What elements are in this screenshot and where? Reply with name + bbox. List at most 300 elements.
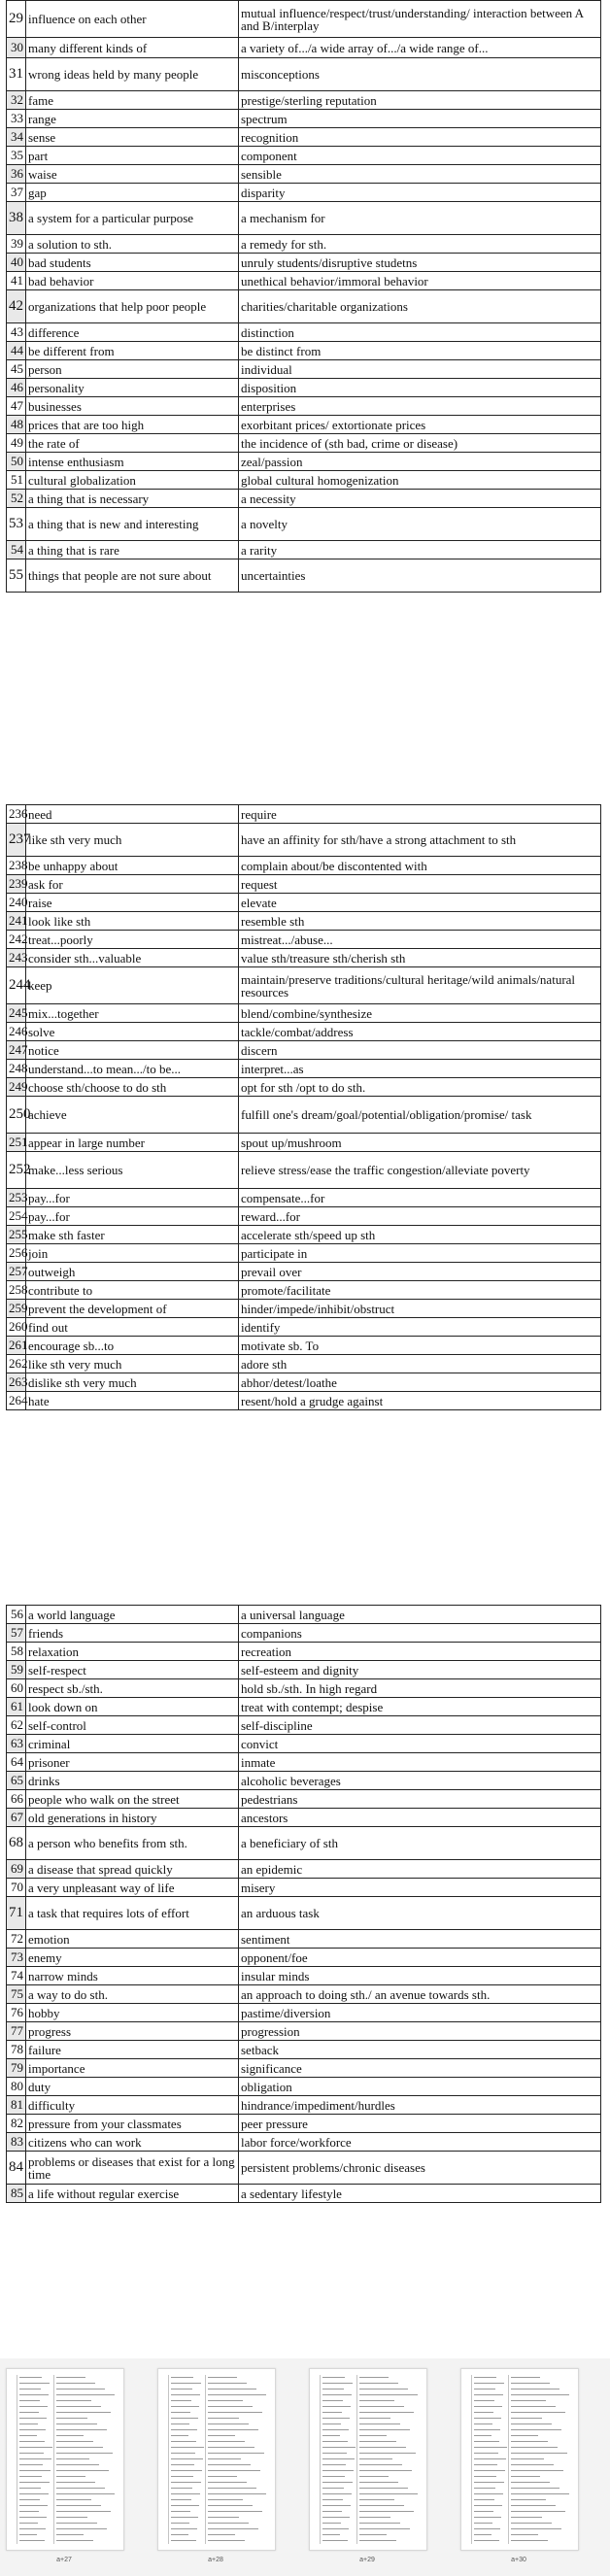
alternative-expression: disposition [239,379,601,397]
english-phrase: ask for [26,875,239,894]
english-phrase: keep [26,967,239,1004]
table-row [7,541,601,559]
table-row [7,2152,601,2185]
alternative-expression: complain about/be discontented with [239,857,601,875]
table-row [7,471,601,490]
table-row [7,1679,601,1698]
english-phrase: cultural globalization [26,471,239,490]
row-number: 54 [7,541,26,559]
alternative-expression: identify [239,1318,601,1337]
row-number: 77 [7,2022,26,2041]
alternative-expression: interpret...as [239,1060,601,1078]
table-row [7,1392,601,1410]
english-phrase: like sth very much [26,1355,239,1373]
row-number: 34 [7,128,26,147]
english-phrase: hobby [26,2004,239,2022]
english-phrase: look like sth [26,912,239,931]
english-phrase: criminal [26,1735,239,1753]
english-phrase: a solution to sth. [26,235,239,254]
english-phrase: fame [26,91,239,110]
alternative-expression: charities/charitable organizations [239,290,601,323]
row-number: 236 [7,805,26,824]
english-phrase: join [26,1244,239,1263]
english-phrase: personality [26,379,239,397]
table-row [7,508,601,541]
table-row [7,434,601,453]
table-row [7,1949,601,1967]
english-phrase: a task that requires lots of effort [26,1897,239,1930]
table-row [7,165,601,184]
table-row [7,323,601,342]
row-number: 243 [7,949,26,967]
row-number: 244 [7,967,26,1004]
alternative-expression: convict [239,1735,601,1753]
english-phrase: a thing that is necessary [26,490,239,508]
row-number: 63 [7,1735,26,1753]
alternative-expression: request [239,875,601,894]
row-number: 240 [7,894,26,912]
row-number: 84 [7,2152,26,2185]
english-phrase: find out [26,1318,239,1337]
alternative-expression: pedestrians [239,1790,601,1809]
english-phrase: the rate of [26,434,239,453]
english-phrase: importance [26,2059,239,2078]
alternative-expression: value sth/treasure sth/cherish sth [239,949,601,967]
row-number: 36 [7,165,26,184]
vocab-section-2 [0,804,610,1581]
table-row [7,559,601,593]
table-row [7,1226,601,1244]
table-row [7,202,601,235]
row-number: 249 [7,1078,26,1097]
english-phrase: a world language [26,1606,239,1624]
table-row [7,1753,601,1772]
alternative-expression: ancestors [239,1809,601,1827]
row-number: 76 [7,2004,26,2022]
alternative-expression: component [239,147,601,165]
row-number: 51 [7,471,26,490]
alternative-expression: disparity [239,184,601,202]
row-number: 251 [7,1134,26,1152]
row-number: 72 [7,1930,26,1949]
row-number: 61 [7,1698,26,1716]
table-row [7,1735,601,1753]
row-number: 55 [7,559,26,593]
alternative-expression: prevail over [239,1263,601,1281]
row-number: 255 [7,1226,26,1244]
alternative-expression: treat with contempt; despise [239,1698,601,1716]
english-phrase: self-control [26,1716,239,1735]
alternative-expression: peer pressure [239,2115,601,2133]
english-phrase: achieve [26,1097,239,1134]
thumbnail-label: a+29 [359,2557,375,2563]
row-number: 253 [7,1189,26,1207]
table-row [7,1189,601,1207]
table-row [7,342,601,360]
table-row [7,824,601,857]
vocab-table-1 [6,0,601,593]
english-phrase: be unhappy about [26,857,239,875]
thumbnail-label: a+27 [56,2557,72,2563]
english-phrase: respect sb./sth. [26,1679,239,1698]
vocab-table-2 [6,804,601,1410]
thumbnail-strip [0,2358,610,2576]
english-phrase: encourage sb...to [26,1337,239,1355]
alternative-expression: self-discipline [239,1716,601,1735]
english-phrase: make...less serious [26,1152,239,1189]
row-number: 58 [7,1643,26,1661]
alternative-expression: reward...for [239,1207,601,1226]
english-phrase: appear in large number [26,1134,239,1152]
table-row [7,1373,601,1392]
english-phrase: hate [26,1392,239,1410]
table-row [7,58,601,91]
english-phrase: prices that are too high [26,416,239,434]
english-phrase: pressure from your classmates [26,2115,239,2133]
table-row [7,931,601,949]
alternative-expression: be distinct from [239,342,601,360]
table-row [7,2022,601,2041]
english-phrase: a person who benefits from sth. [26,1827,239,1860]
english-phrase: a thing that is rare [26,541,239,559]
english-phrase: be different from [26,342,239,360]
alternative-expression: prestige/sterling reputation [239,91,601,110]
table-row [7,857,601,875]
table-row [7,272,601,290]
row-number: 75 [7,1985,26,2004]
vocab-section-1 [0,0,610,785]
row-number: 81 [7,2096,26,2115]
alternative-expression: hindrance/impediment/hurdles [239,2096,601,2115]
english-phrase: progress [26,2022,239,2041]
english-phrase: notice [26,1041,239,1060]
table-row [7,1860,601,1879]
english-phrase: a very unpleasant way of life [26,1879,239,1897]
row-number: 74 [7,1967,26,1985]
table-row [7,1023,601,1041]
table-row [7,1355,601,1373]
row-number: 256 [7,1244,26,1263]
table-row [7,1967,601,1985]
alternative-expression: enterprises [239,397,601,416]
table-row [7,1930,601,1949]
row-number: 49 [7,434,26,453]
alternative-expression: elevate [239,894,601,912]
row-number: 50 [7,453,26,471]
english-phrase: bad behavior [26,272,239,290]
table-row [7,1879,601,1897]
alternative-expression: have an affinity for sth/have a strong attachment to sth [239,824,601,857]
english-phrase: influence on each other [26,1,239,38]
alternative-expression: inmate [239,1753,601,1772]
row-number: 239 [7,875,26,894]
english-phrase: pay...for [26,1207,239,1226]
row-number: 59 [7,1661,26,1679]
alternative-expression: insular minds [239,1967,601,1985]
row-number: 35 [7,147,26,165]
english-phrase: make sth faster [26,1226,239,1244]
alternative-expression: recreation [239,1643,601,1661]
table-row [7,1809,601,1827]
english-phrase: narrow minds [26,1967,239,1985]
row-number: 31 [7,58,26,91]
row-number: 45 [7,360,26,379]
row-number: 62 [7,1716,26,1735]
row-number: 39 [7,235,26,254]
alternative-expression: labor force/workforce [239,2133,601,2152]
english-phrase: like sth very much [26,824,239,857]
row-number: 252 [7,1152,26,1189]
row-number: 263 [7,1373,26,1392]
table-row [7,1661,601,1679]
table-row [7,1078,601,1097]
table-row [7,397,601,416]
table-row [7,1207,601,1226]
english-phrase: citizens who can work [26,2133,239,2152]
table-row [7,110,601,128]
vocab-table-3 [6,1605,601,2203]
english-phrase: duty [26,2078,239,2096]
table-row [7,290,601,323]
alternative-expression: recognition [239,128,601,147]
table-row [7,1,601,38]
english-phrase: self-respect [26,1661,239,1679]
alternative-expression: sensible [239,165,601,184]
row-number: 262 [7,1355,26,1373]
alternative-expression: progression [239,2022,601,2041]
english-phrase: drinks [26,1772,239,1790]
english-phrase: raise [26,894,239,912]
english-phrase: a life without regular exercise [26,2185,239,2203]
english-phrase: friends [26,1624,239,1643]
english-phrase: need [26,805,239,824]
table-row [7,875,601,894]
alternative-expression: alcoholic beverages [239,1772,601,1790]
row-number: 241 [7,912,26,931]
english-phrase: a disease that spread quickly [26,1860,239,1879]
english-phrase: relaxation [26,1643,239,1661]
english-phrase: old generations in history [26,1809,239,1827]
alternative-expression: mistreat.../abuse... [239,931,601,949]
alternative-expression: significance [239,2059,601,2078]
table-row [7,254,601,272]
english-phrase: part [26,147,239,165]
table-row [7,1624,601,1643]
alternative-expression: an epidemic [239,1860,601,1879]
table-row [7,184,601,202]
alternative-expression: accelerate sth/speed up sth [239,1226,601,1244]
table-row [7,1060,601,1078]
table-row [7,967,601,1004]
table-row [7,1152,601,1189]
row-number: 259 [7,1300,26,1318]
english-phrase: wrong ideas held by many people [26,58,239,91]
english-phrase: understand...to mean.../to be... [26,1060,239,1078]
english-phrase: pay...for [26,1189,239,1207]
table-row [7,1827,601,1860]
table-row [7,949,601,967]
alternative-expression: require [239,805,601,824]
table-row [7,2096,601,2115]
row-number: 32 [7,91,26,110]
table-row [7,2185,601,2203]
row-number: 68 [7,1827,26,1860]
page-thumbnail[interactable] [460,2368,579,2551]
english-phrase: person [26,360,239,379]
alternative-expression: persistent problems/chronic diseases [239,2152,601,2185]
table-row [7,91,601,110]
row-number: 79 [7,2059,26,2078]
row-number: 73 [7,1949,26,1967]
table-row [7,1281,601,1300]
alternative-expression: misery [239,1879,601,1897]
table-row [7,1041,601,1060]
alternative-expression: fulfill one's dream/goal/potential/obligation/promise/ task [239,1097,601,1134]
alternative-expression: distinction [239,323,601,342]
english-phrase: waise [26,165,239,184]
alternative-expression: discern [239,1041,601,1060]
page-thumbnail[interactable] [157,2368,276,2551]
english-phrase: emotion [26,1930,239,1949]
row-number: 69 [7,1860,26,1879]
row-number: 43 [7,323,26,342]
english-phrase: consider sth...valuable [26,949,239,967]
table-row [7,38,601,58]
english-phrase: contribute to [26,1281,239,1300]
alternative-expression: compensate...for [239,1189,601,1207]
english-phrase: mix...together [26,1004,239,1023]
english-phrase: choose sth/choose to do sth [26,1078,239,1097]
row-number: 85 [7,2185,26,2203]
table-row [7,1698,601,1716]
alternative-expression: abhor/detest/loathe [239,1373,601,1392]
alternative-expression: spout up/mushroom [239,1134,601,1152]
row-number: 257 [7,1263,26,1281]
row-number: 245 [7,1004,26,1023]
english-phrase: prevent the development of [26,1300,239,1318]
alternative-expression: setback [239,2041,601,2059]
english-phrase: gap [26,184,239,202]
english-phrase: sense [26,128,239,147]
row-number: 33 [7,110,26,128]
alternative-expression: unruly students/disruptive studetns [239,254,601,272]
alternative-expression: mutual influence/respect/trust/understanding/ interaction between A and B/interplay [239,1,601,38]
english-phrase: a way to do sth. [26,1985,239,2004]
alternative-expression: motivate sb. To [239,1337,601,1355]
table-row [7,805,601,824]
table-row [7,1244,601,1263]
english-phrase: enemy [26,1949,239,1967]
table-row [7,912,601,931]
english-phrase: treat...poorly [26,931,239,949]
english-phrase: dislike sth very much [26,1373,239,1392]
alternative-expression: a sedentary lifestyle [239,2185,601,2203]
english-phrase: things that people are not sure about [26,559,239,593]
row-number: 29 [7,1,26,38]
alternative-expression: spectrum [239,110,601,128]
row-number: 53 [7,508,26,541]
row-number: 238 [7,857,26,875]
row-number: 261 [7,1337,26,1355]
alternative-expression: hinder/impede/inhibit/obstruct [239,1300,601,1318]
alternative-expression: an arduous task [239,1897,601,1930]
alternative-expression: a variety of.../a wide array of.../a wide range of... [239,38,601,58]
row-number: 70 [7,1879,26,1897]
table-row [7,1097,601,1134]
alternative-expression: a necessity [239,490,601,508]
table-row [7,416,601,434]
alternative-expression: global cultural homogenization [239,471,601,490]
alternative-expression: a mechanism for [239,202,601,235]
alternative-expression: adore sth [239,1355,601,1373]
table-row [7,1643,601,1661]
alternative-expression: misconceptions [239,58,601,91]
english-phrase: many different kinds of [26,38,239,58]
row-number: 48 [7,416,26,434]
english-phrase: look down on [26,1698,239,1716]
english-phrase: solve [26,1023,239,1041]
table-row [7,379,601,397]
alternative-expression: self-esteem and dignity [239,1661,601,1679]
table-row [7,1318,601,1337]
alternative-expression: opt for sth /opt to do sth. [239,1078,601,1097]
english-phrase: problems or diseases that exist for a long time [26,2152,239,2185]
row-number: 242 [7,931,26,949]
table-row [7,128,601,147]
row-number: 56 [7,1606,26,1624]
alternative-expression: individual [239,360,601,379]
row-number: 250 [7,1097,26,1134]
english-phrase: prisoner [26,1753,239,1772]
page-thumbnail[interactable] [309,2368,427,2551]
table-row [7,1985,601,2004]
alternative-expression: hold sb./sth. In high regard [239,1679,601,1698]
row-number: 80 [7,2078,26,2096]
english-phrase: a system for a particular purpose [26,202,239,235]
table-row [7,1790,601,1809]
table-row [7,453,601,471]
row-number: 67 [7,1809,26,1827]
table-row [7,1606,601,1624]
table-row [7,894,601,912]
alternative-expression: maintain/preserve traditions/cultural heritage/wild animals/natural resources [239,967,601,1004]
alternative-expression: pastime/diversion [239,2004,601,2022]
alternative-expression: resent/hold a grudge against [239,1392,601,1410]
alternative-expression: zeal/passion [239,453,601,471]
row-number: 52 [7,490,26,508]
row-number: 82 [7,2115,26,2133]
row-number: 37 [7,184,26,202]
alternative-expression: the incidence of (sth bad, crime or disease) [239,434,601,453]
alternative-expression: a remedy for sth. [239,235,601,254]
alternative-expression: obligation [239,2078,601,2096]
row-number: 66 [7,1790,26,1809]
english-phrase: a thing that is new and interesting [26,508,239,541]
row-number: 258 [7,1281,26,1300]
english-phrase: intense enthusiasm [26,453,239,471]
alternative-expression: sentiment [239,1930,601,1949]
table-row [7,1716,601,1735]
page-thumbnail[interactable] [6,2368,124,2551]
row-number: 44 [7,342,26,360]
table-row [7,2078,601,2096]
table-row [7,1300,601,1318]
english-phrase: outweigh [26,1263,239,1281]
english-phrase: organizations that help poor people [26,290,239,323]
table-row [7,2041,601,2059]
alternative-expression: a beneficiary of sth [239,1827,601,1860]
table-row [7,2133,601,2152]
